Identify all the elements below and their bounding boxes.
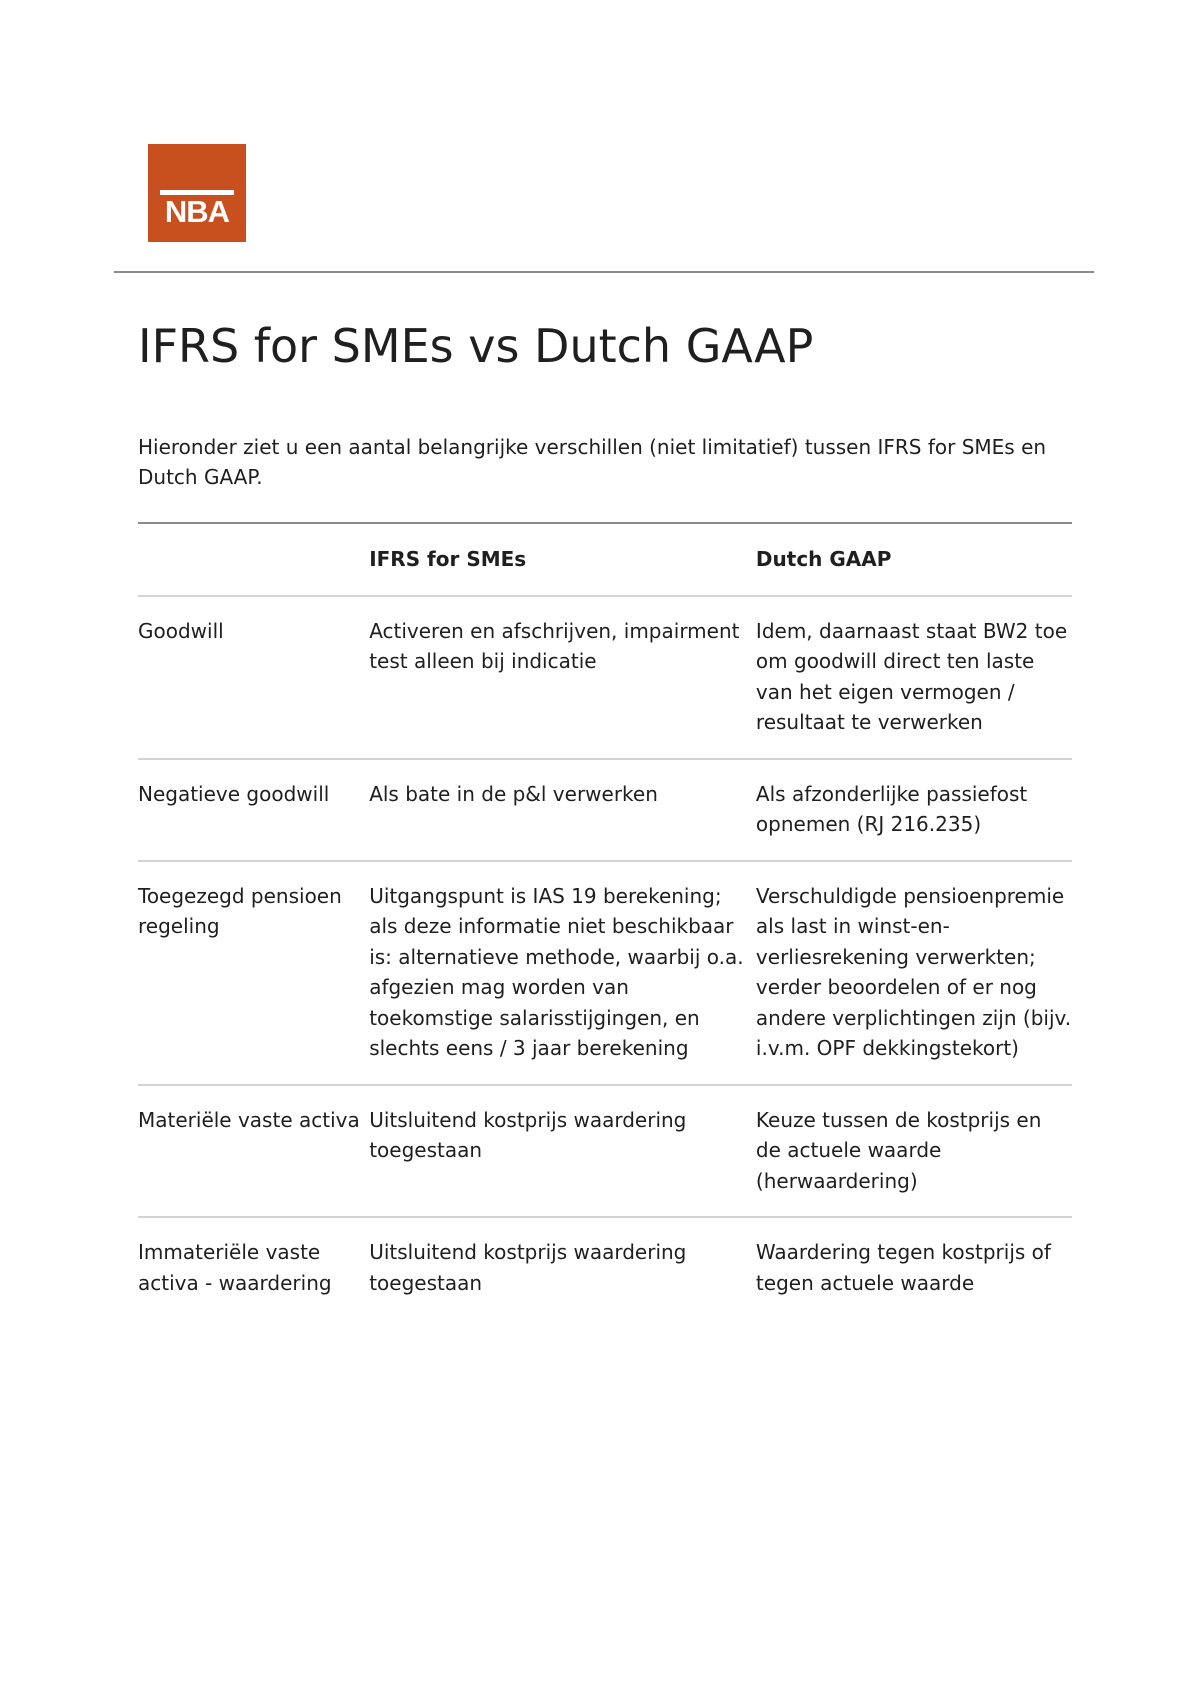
header-topic bbox=[138, 523, 369, 596]
row-topic: Goodwill bbox=[138, 618, 224, 643]
row-dutch-gaap: Waardering tegen kostprijs of tegen actuele waarde bbox=[755, 1240, 1051, 1295]
row-dutch-gaap: Als afzonderlijke passiefost opnemen (RJ 216.235) bbox=[755, 781, 1028, 836]
nba-logo bbox=[148, 144, 246, 242]
row-topic: Toegezegd pensioen regeling bbox=[138, 883, 342, 938]
row-topic: Negatieve goodwill bbox=[138, 781, 330, 806]
row-dutch-gaap: Idem, daarnaast staat BW2 toe om goodwill direct ten laste van het eigen vermogen / resultaat te verwerken bbox=[755, 618, 1068, 734]
logo-text: NBA bbox=[164, 194, 230, 229]
row-ifrs: Activeren en afschrijven, impairment test alleen bij indicatie bbox=[369, 618, 740, 673]
row-topic: Immateriële vaste activa - waardering bbox=[138, 1240, 332, 1295]
intro-paragraph: Hieronder ziet u een aantal belangrijke verschillen (niet limitatief) tussen IFRS for SMEs en Dutch GAAP. bbox=[138, 435, 1047, 489]
table-row bbox=[138, 759, 1072, 861]
page-title: IFRS for SMEs vs Dutch GAAP bbox=[138, 319, 814, 373]
row-topic: Materiële vaste activa bbox=[138, 1107, 360, 1132]
table-row bbox=[138, 1085, 1072, 1218]
header-ifrs: IFRS for SMEs bbox=[369, 547, 527, 571]
row-ifrs: Uitgangspunt is IAS 19 berekening; als deze informatie niet beschikbaar is: alternatieve methode, waarbij o.a. afgezien mag worden van toekomstige salarisstijgingen, en slechts eens / 3 jaar berekening bbox=[369, 883, 744, 1060]
row-ifrs: Uitsluitend kostprijs waardering toegestaan bbox=[369, 1240, 687, 1295]
row-dutch-gaap: Keuze tussen de kostprijs en de actuele waarde (herwaardering) bbox=[755, 1107, 1042, 1193]
row-dutch-gaap: Verschuldigde pensioenpremie als last in winst-en-verliesrekening verwerkten; verder beoordelen of er nog andere verplichtingen zijn (bijv. i.v.m. OPF dekkingstekort) bbox=[755, 883, 1072, 1060]
row-ifrs: Als bate in de p&l verwerken bbox=[369, 781, 658, 806]
table-row bbox=[138, 861, 1072, 1085]
comparison-table bbox=[138, 522, 1072, 1318]
table-row bbox=[138, 596, 1072, 759]
row-ifrs: Uitsluitend kostprijs waardering toegestaan bbox=[369, 1107, 687, 1162]
header-dutch-gaap: Dutch GAAP bbox=[755, 547, 892, 571]
header-divider bbox=[114, 271, 1094, 273]
table-header-row bbox=[138, 523, 1072, 596]
table-row bbox=[138, 1217, 1072, 1318]
